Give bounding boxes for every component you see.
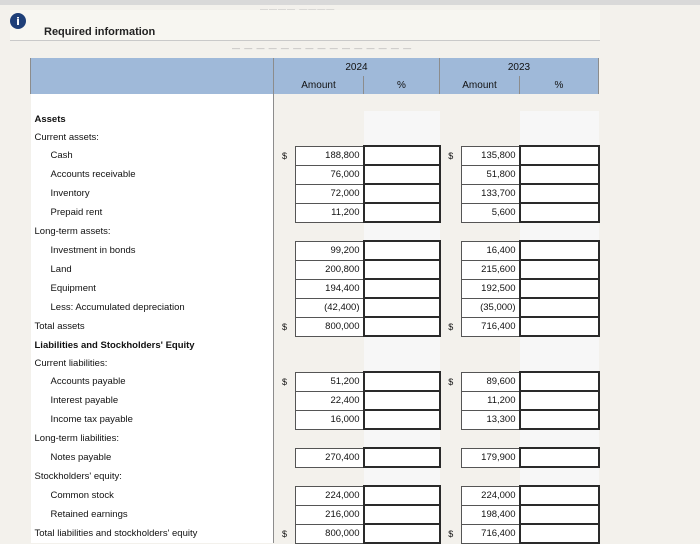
amount-2023-cell: 135,800	[462, 146, 520, 165]
percent-2024-input	[364, 354, 440, 372]
dollar-sign-2023	[440, 298, 462, 317]
percent-2024-input[interactable]	[364, 505, 440, 524]
percent-2024-input	[364, 222, 440, 241]
row-label: Cash	[31, 146, 274, 165]
dollar-sign-2024	[274, 448, 296, 467]
dollar-sign-2024	[274, 467, 296, 486]
row-label: Stockholders' equity:	[31, 467, 274, 486]
table-row	[31, 111, 599, 128]
table-row	[31, 354, 599, 372]
table-row	[31, 222, 599, 241]
amount-2024-cell: 188,800	[296, 146, 364, 165]
amount-2024-cell: 72,000	[296, 184, 364, 203]
row-label: Current liabilities:	[31, 354, 274, 372]
percent-2023-input[interactable]	[520, 241, 599, 260]
percent-2023-input[interactable]	[520, 165, 599, 184]
amount-2024-cell	[296, 467, 364, 486]
percent-2024-input	[364, 111, 440, 128]
amount-2024-cell	[296, 354, 364, 372]
percent-2024-input[interactable]	[364, 241, 440, 260]
dollar-sign-2024	[274, 222, 296, 241]
row-label: Investment in bonds	[31, 241, 274, 260]
table-row	[31, 524, 599, 543]
percent-2024-input	[364, 128, 440, 146]
row-label: Inventory	[31, 184, 274, 203]
dollar-sign-2023	[440, 128, 462, 146]
amount-2023-cell: 716,400	[462, 524, 520, 543]
amount-2023-cell: 133,700	[462, 184, 520, 203]
dollar-sign-2023: $	[448, 321, 454, 332]
percent-2023-input	[520, 111, 599, 128]
row-label: Long-term assets:	[31, 222, 274, 241]
amount-2023-cell	[462, 467, 520, 486]
dollar-sign-2023	[440, 279, 462, 298]
row-label: Prepaid rent	[31, 203, 274, 222]
dollar-sign-2024	[274, 241, 296, 260]
amount-2024-cell: 200,800	[296, 260, 364, 279]
table-row	[31, 203, 599, 222]
amount-2023-cell: 11,200	[462, 391, 520, 410]
table-row	[31, 486, 599, 505]
amount-2023-header: Amount	[440, 76, 520, 94]
percent-2023-input[interactable]	[520, 184, 599, 203]
table-row	[31, 336, 599, 354]
table-row	[31, 298, 599, 317]
row-label: Liabilities and Stockholders' Equity	[31, 336, 274, 354]
dollar-sign-2024	[274, 260, 296, 279]
row-label: Accounts receivable	[31, 165, 274, 184]
amount-2023-cell: 51,800	[462, 165, 520, 184]
dollar-sign-2024	[274, 111, 296, 128]
dollar-sign-2024	[274, 429, 296, 448]
percent-2024-header: %	[364, 76, 440, 94]
row-label: Current assets:	[31, 128, 274, 146]
percent-2024-input	[364, 429, 440, 448]
percent-2023-input[interactable]	[520, 203, 599, 222]
dollar-sign-2024	[274, 391, 296, 410]
percent-2023-input[interactable]	[520, 448, 599, 467]
percent-2023-input[interactable]	[520, 372, 599, 391]
percent-2023-input	[520, 128, 599, 146]
percent-2023-input[interactable]	[520, 524, 599, 543]
row-label: Less: Accumulated depreciation	[31, 298, 274, 317]
dollar-sign-2023	[440, 467, 462, 486]
dollar-sign-2023: $	[448, 528, 454, 539]
dollar-sign-2024	[274, 128, 296, 146]
dollar-sign-2023	[440, 241, 462, 260]
amount-2023-cell	[462, 429, 520, 448]
amount-2024-cell	[296, 128, 364, 146]
amount-2024-header: Amount	[274, 76, 364, 94]
row-label: Interest payable	[31, 391, 274, 410]
dollar-sign-2023	[440, 354, 462, 372]
dollar-sign-2024: $	[281, 321, 287, 332]
amount-2023-cell: 192,500	[462, 279, 520, 298]
table-row	[31, 184, 599, 203]
amount-2024-cell: 800,000	[296, 524, 364, 543]
balance-sheet-table	[30, 58, 600, 544]
amount-2024-cell	[296, 429, 364, 448]
percent-2024-input	[364, 467, 440, 486]
amount-2024-cell	[296, 111, 364, 128]
percent-2023-input[interactable]	[520, 260, 599, 279]
percent-2024-input[interactable]	[364, 317, 440, 336]
amount-2024-cell: 76,000	[296, 165, 364, 184]
year-2023-header: 2023	[440, 58, 599, 76]
table-row	[31, 391, 599, 410]
percent-2023-input	[520, 467, 599, 486]
percent-2023-input[interactable]	[520, 279, 599, 298]
table-row	[31, 467, 599, 486]
amount-2023-cell: (35,000)	[462, 298, 520, 317]
dollar-sign-2023	[440, 336, 462, 354]
table-row	[31, 260, 599, 279]
top-bar	[0, 0, 700, 5]
amount-2024-cell: (42,400)	[296, 298, 364, 317]
amount-2024-cell: 216,000	[296, 505, 364, 524]
dollar-sign-2024: $	[281, 528, 287, 539]
dollar-sign-2024	[274, 336, 296, 354]
dollar-sign-2023	[440, 260, 462, 279]
dollar-sign-2023: $	[448, 150, 454, 161]
percent-2023-input[interactable]	[520, 298, 599, 317]
dollar-sign-2023: $	[448, 376, 454, 387]
table-row	[31, 279, 599, 298]
info-icon: i	[10, 13, 26, 29]
percent-2024-input[interactable]	[364, 146, 440, 165]
percent-2023-input	[520, 354, 599, 372]
percent-2024-input[interactable]	[364, 410, 440, 429]
percent-2023-input[interactable]	[520, 505, 599, 524]
table-row	[31, 429, 599, 448]
row-label: Equipment	[31, 279, 274, 298]
amount-2023-cell	[462, 336, 520, 354]
amount-2023-cell: 179,900	[462, 448, 520, 467]
table-row	[31, 372, 599, 391]
amount-2024-cell: 99,200	[296, 241, 364, 260]
percent-2024-input[interactable]	[364, 524, 440, 543]
amount-2023-cell: 224,000	[462, 486, 520, 505]
percent-2024-input[interactable]	[364, 448, 440, 467]
info-title: Required information	[44, 26, 156, 38]
dollar-sign-2024	[274, 165, 296, 184]
dollar-sign-2024	[274, 279, 296, 298]
dollar-sign-2023	[440, 165, 462, 184]
amount-2023-cell	[462, 128, 520, 146]
dollar-sign-2023	[440, 448, 462, 467]
percent-2024-input[interactable]	[364, 486, 440, 505]
amount-2024-cell	[296, 222, 364, 241]
amount-2024-cell: 224,000	[296, 486, 364, 505]
percent-2023-input[interactable]	[520, 317, 599, 336]
table-row	[31, 317, 599, 336]
percent-2024-input[interactable]	[364, 279, 440, 298]
dollar-sign-2024	[274, 486, 296, 505]
dollar-sign-2023	[440, 505, 462, 524]
amount-2024-cell: 51,200	[296, 372, 364, 391]
table-row	[31, 410, 599, 429]
amount-2024-cell	[296, 336, 364, 354]
percent-2024-input[interactable]	[364, 203, 440, 222]
amount-2024-cell: 194,400	[296, 279, 364, 298]
dollar-sign-2024	[274, 184, 296, 203]
row-label: Accounts payable	[31, 372, 274, 391]
percent-2023-input	[520, 429, 599, 448]
percent-2024-input	[364, 336, 440, 354]
percent-2024-input[interactable]	[364, 165, 440, 184]
percent-2024-input[interactable]	[364, 372, 440, 391]
row-label: Total assets	[31, 317, 274, 336]
table-row	[31, 128, 599, 146]
dollar-sign-2024: $	[281, 376, 287, 387]
dollar-sign-2023	[440, 203, 462, 222]
amount-2024-cell: 11,200	[296, 203, 364, 222]
row-label: Long-term liabilities:	[31, 429, 274, 448]
amount-2023-cell: 16,400	[462, 241, 520, 260]
dollar-sign-2024	[274, 203, 296, 222]
table-row	[31, 146, 599, 165]
amount-2023-cell: 5,600	[462, 203, 520, 222]
percent-2023-input[interactable]	[520, 146, 599, 165]
percent-2024-input[interactable]	[364, 184, 440, 203]
required-information-header	[10, 10, 600, 41]
percent-2023-input	[520, 222, 599, 241]
percent-2024-input[interactable]	[364, 298, 440, 317]
amount-2024-cell: 800,000	[296, 317, 364, 336]
percent-2023-input[interactable]	[520, 391, 599, 410]
percent-2023-input	[520, 336, 599, 354]
amount-2023-cell: 716,400	[462, 317, 520, 336]
dollar-sign-2023	[440, 111, 462, 128]
percent-2023-header: %	[520, 76, 599, 94]
faded-caption-text: — — — — — — — — — — — — — — —	[232, 44, 413, 53]
dollar-sign-2023	[440, 429, 462, 448]
amount-2023-cell: 89,600	[462, 372, 520, 391]
amount-2023-cell: 13,300	[462, 410, 520, 429]
table-row	[31, 165, 599, 184]
amount-2024-cell: 270,400	[296, 448, 364, 467]
amount-2024-cell: 16,000	[296, 410, 364, 429]
row-label: Common stock	[31, 486, 274, 505]
table-row	[31, 505, 599, 524]
amount-2023-cell	[462, 354, 520, 372]
row-label: Land	[31, 260, 274, 279]
percent-2023-input[interactable]	[520, 486, 599, 505]
dollar-sign-2023	[440, 486, 462, 505]
dollar-sign-2024	[274, 410, 296, 429]
table-row	[31, 448, 599, 467]
row-label: Retained earnings	[31, 505, 274, 524]
dollar-sign-2024: $	[281, 150, 287, 161]
table-row	[31, 241, 599, 260]
dollar-sign-2024	[274, 354, 296, 372]
percent-2024-input[interactable]	[364, 260, 440, 279]
dollar-sign-2023	[440, 391, 462, 410]
amount-2024-cell: 22,400	[296, 391, 364, 410]
row-label: Assets	[31, 111, 274, 128]
dollar-sign-2023	[440, 410, 462, 429]
dollar-sign-2024	[274, 505, 296, 524]
dollar-sign-2023	[440, 184, 462, 203]
row-label: Income tax payable	[31, 410, 274, 429]
amount-2023-cell	[462, 222, 520, 241]
dollar-sign-2024	[274, 298, 296, 317]
amount-2023-cell: 198,400	[462, 505, 520, 524]
year-2024-header: 2024	[274, 58, 440, 76]
amount-2023-cell: 215,600	[462, 260, 520, 279]
row-label: Total liabilities and stockholders' equity	[31, 524, 274, 543]
dollar-sign-2023	[440, 222, 462, 241]
amount-2023-cell	[462, 111, 520, 128]
percent-2023-input[interactable]	[520, 410, 599, 429]
row-label: Notes payable	[31, 448, 274, 467]
percent-2024-input[interactable]	[364, 391, 440, 410]
